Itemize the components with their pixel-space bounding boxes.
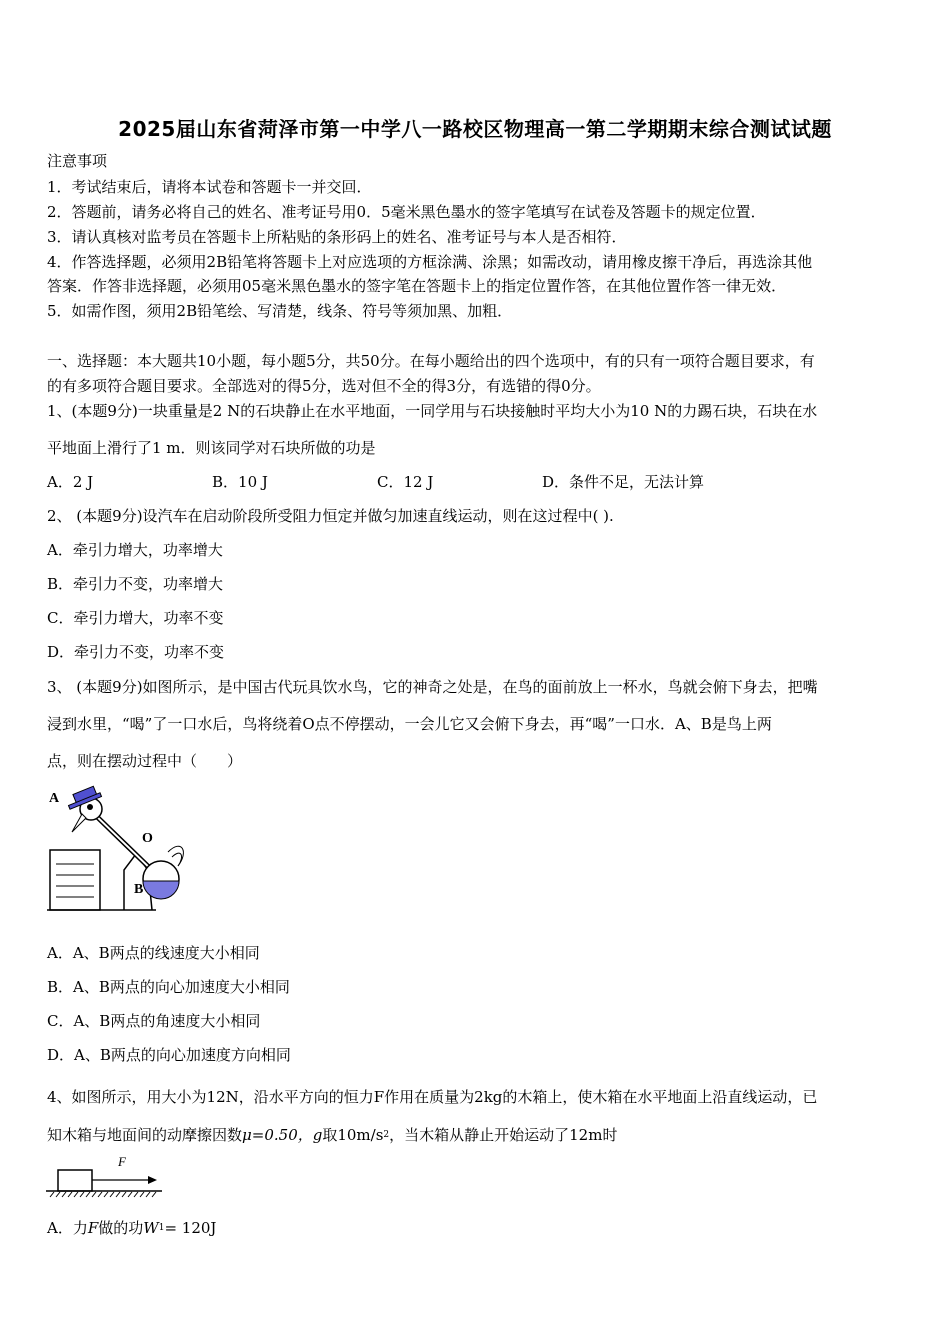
notice-item: 3．请认真核对监考员在答题卡上所粘贴的条形码上的姓名、准考证号与本人是否相符． (47, 228, 627, 246)
q4-opt-subscript: 1 (158, 1223, 165, 1233)
q2-option-b: B．牵引力不变，功率增大 (47, 575, 224, 593)
q1-option-b: B．10 J (212, 473, 268, 491)
q4-superscript: 2 (383, 1130, 390, 1140)
q3-option-a: A．A、B两点的线速度大小相同 (47, 944, 260, 962)
q4-option-a (47, 1218, 216, 1238)
q4-g: g (312, 1126, 323, 1144)
q1-option-c: C．12 J (377, 473, 434, 491)
q2-option-c: C．牵引力增大，功率不变 (47, 609, 224, 627)
notice-item: 1．考试结束后，请将本试卷和答题卡一并交回． (47, 178, 372, 196)
notice-item: 5．如需作图，须用2B铅笔绘、写清楚，线条、符号等须加黑、加粗． (47, 302, 513, 320)
q1-stem: 1、(本题9分)一块重量是2 N的石块静止在水平地面，一同学用与石块接触时平均大小为10 N的力踢石块，石块在水 (47, 402, 818, 420)
notice-item: 4．作答选择题，必须用2B铅笔将答题卡上对应选项的方框涂满、涂黑；如需改动，请用橡皮擦干净后，再选涂其他 (47, 253, 813, 271)
q4-opt-text: A．力 (47, 1219, 88, 1237)
figure-label-b: B (134, 882, 144, 897)
q4-opt-f: F (87, 1219, 99, 1237)
q3-stem-cont: 点，则在摆动过程中（ ） (47, 752, 243, 770)
q1-option-d: D．条件不足，无法计算 (542, 473, 705, 491)
q3-option-c: C．A、B两点的角速度大小相同 (47, 1012, 261, 1030)
q2-option-d: D．牵引力不变，功率不变 (47, 643, 225, 661)
q4-opt-text: 做的功 (98, 1219, 144, 1237)
q2-stem: 2、 (本题9分)设汽车在启动阶段所受阻力恒定并做匀加速直线运动，则在这过程中( ). (47, 507, 614, 525)
q3-option-b: B．A、B两点的向心加速度大小相同 (47, 978, 290, 996)
q4-text: 知木箱与地面间的动摩擦因数 (47, 1126, 243, 1144)
q4-text: ，当木箱从静止开始运动了12m时 (389, 1126, 618, 1144)
figure-label-a: A (49, 791, 60, 806)
q3-option-d: D．A、B两点的向心加速度方向相同 (47, 1046, 291, 1064)
q3-stem-cont: 浸到水里，“喝”了一口水后，鸟将绕着O点不停摆动，一会儿它又会俯下身去，再“喝”一口水．A、B是鸟上两 (47, 715, 772, 733)
q4-opt-w: W (143, 1219, 159, 1237)
q2-option-a: A．牵引力增大，功率增大 (47, 541, 223, 559)
q4-text: 取10m/s (322, 1126, 384, 1144)
q4-mu: μ=0.50， (242, 1126, 313, 1144)
notice-item: 2．答题前，请务必将自己的姓名、准考证号用0．5毫米黑色墨水的签字笔填写在试卷及答题卡的规定位置． (47, 203, 766, 221)
page-title: 2025届山东省菏泽市第一中学八一路校区物理高一第二学期期末综合测试试题 (118, 117, 832, 141)
figure-label-f: F (118, 1154, 126, 1169)
drinking-bird-figure (44, 782, 194, 914)
box-force-figure (44, 1152, 164, 1198)
q3-stem: 3、 (本题9分)如图所示，是中国古代玩具饮水鸟，它的神奇之处是，在鸟的面前放上一杯水，鸟就会俯下身去，把嘴 (47, 678, 818, 696)
q4-stem-cont (47, 1125, 617, 1145)
q4-stem: 4、如图所示，用大小为12N，沿水平方向的恒力F作用在质量为2kg的木箱上，使木箱在水平地面上沿直线运动，已 (47, 1088, 818, 1106)
q1-option-a: A．2 J (47, 473, 94, 491)
notice-item: 答案．作答非选择题，必须用05毫米黑色墨水的签字笔在答题卡上的指定位置作答，在其他位置作答一律无效． (47, 277, 787, 295)
q4-opt-text: = 120J (164, 1219, 217, 1237)
notice-heading: 注意事项 (47, 152, 108, 170)
q1-stem-cont: 平地面上滑行了1 m．则该同学对石块所做的功是 (47, 439, 376, 457)
section-heading: 一、选择题：本大题共10小题，每小题5分，共50分。在每小题给出的四个选项中，有的只有一项符合题目要求，有 (47, 352, 815, 370)
figure-label-o: O (142, 831, 153, 846)
section-heading-cont: 的有多项符合题目要求。全部选对的得5分，选对但不全的得3分，有选错的得0分。 (47, 377, 601, 395)
